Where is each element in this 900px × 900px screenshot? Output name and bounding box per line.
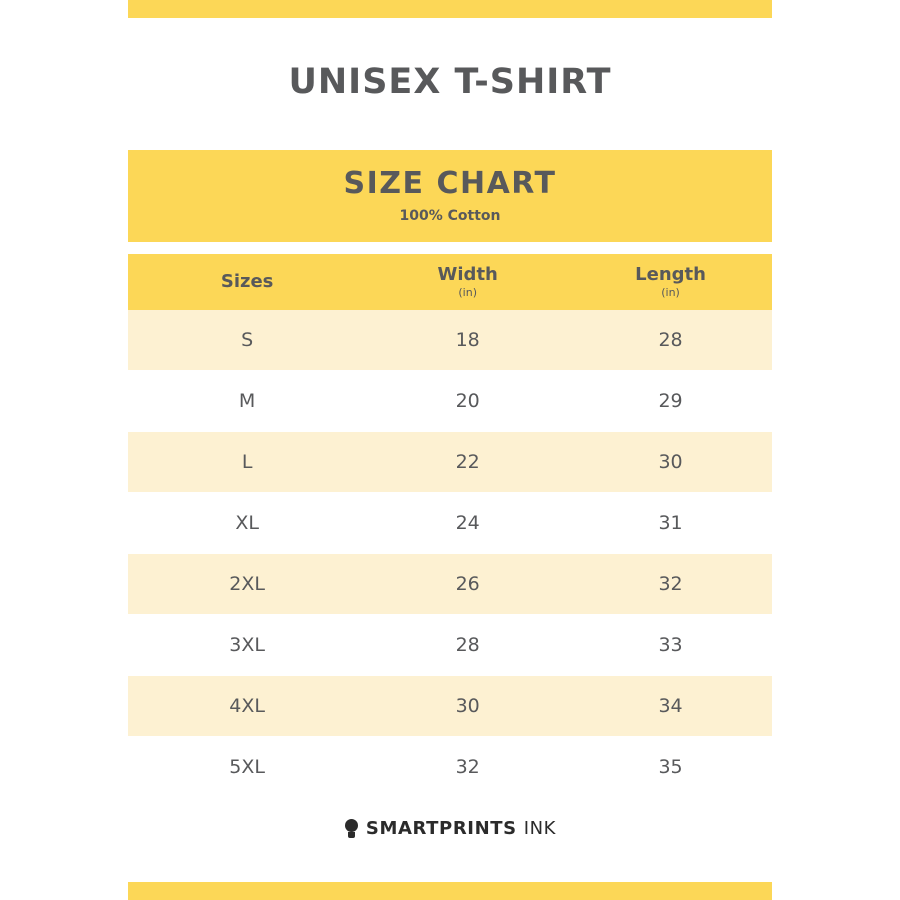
cell-size: 2XL	[229, 573, 265, 595]
cell-length: 32	[658, 573, 683, 595]
lightbulb-icon	[344, 819, 359, 838]
lightbulb-base	[348, 832, 355, 838]
page-title: UNISEX T-SHIRT	[288, 62, 612, 102]
bottom-accent-band	[128, 882, 772, 900]
cell-size: S	[241, 329, 254, 351]
lightbulb-glass	[345, 819, 358, 832]
cell-size: 4XL	[229, 695, 265, 717]
chart-heading: SIZE CHART	[343, 165, 557, 201]
table-row	[128, 310, 772, 370]
column-header-sizes: Sizes	[220, 271, 274, 293]
table-row	[128, 554, 772, 614]
cell-size: M	[238, 390, 256, 412]
cell-width: 32	[455, 756, 480, 778]
column-header-width-unit: (in)	[458, 285, 477, 299]
column-header-length-label: Length	[635, 264, 706, 286]
table-row	[128, 493, 772, 553]
cell-length: 30	[658, 451, 683, 473]
cell-width: 28	[455, 634, 480, 656]
size-table	[128, 254, 772, 798]
cell-width: 22	[455, 451, 480, 473]
cell-length: 34	[658, 695, 683, 717]
column-header-width-label: Width	[437, 264, 498, 286]
cell-length: 35	[658, 756, 683, 778]
cell-width: 26	[455, 573, 480, 595]
column-header-width	[366, 265, 569, 299]
cell-length: 31	[658, 512, 683, 534]
table-row	[128, 432, 772, 492]
table-header-row	[128, 254, 772, 310]
cell-width: 24	[455, 512, 480, 534]
top-accent-band	[128, 0, 772, 18]
cell-length: 33	[658, 634, 683, 656]
brand-name-primary: SMARTPRINTS	[365, 818, 517, 839]
brand-name-secondary: INK	[523, 818, 557, 839]
cell-length: 28	[658, 329, 683, 351]
cell-size: 3XL	[229, 634, 265, 656]
column-header-length	[569, 265, 772, 299]
cell-width: 20	[455, 390, 480, 412]
table-row	[128, 676, 772, 736]
chart-header-banner	[128, 150, 772, 242]
chart-subheading: 100% Cotton	[399, 208, 501, 225]
footer-logo	[128, 818, 772, 839]
table-row	[128, 371, 772, 431]
column-header-length-unit: (in)	[661, 285, 680, 299]
cell-size: 5XL	[229, 756, 265, 778]
cell-size: L	[241, 451, 253, 473]
cell-width: 30	[455, 695, 480, 717]
table-row	[128, 737, 772, 797]
cell-width: 18	[455, 329, 480, 351]
cell-size: XL	[235, 512, 259, 534]
table-row	[128, 615, 772, 675]
cell-length: 29	[658, 390, 683, 412]
